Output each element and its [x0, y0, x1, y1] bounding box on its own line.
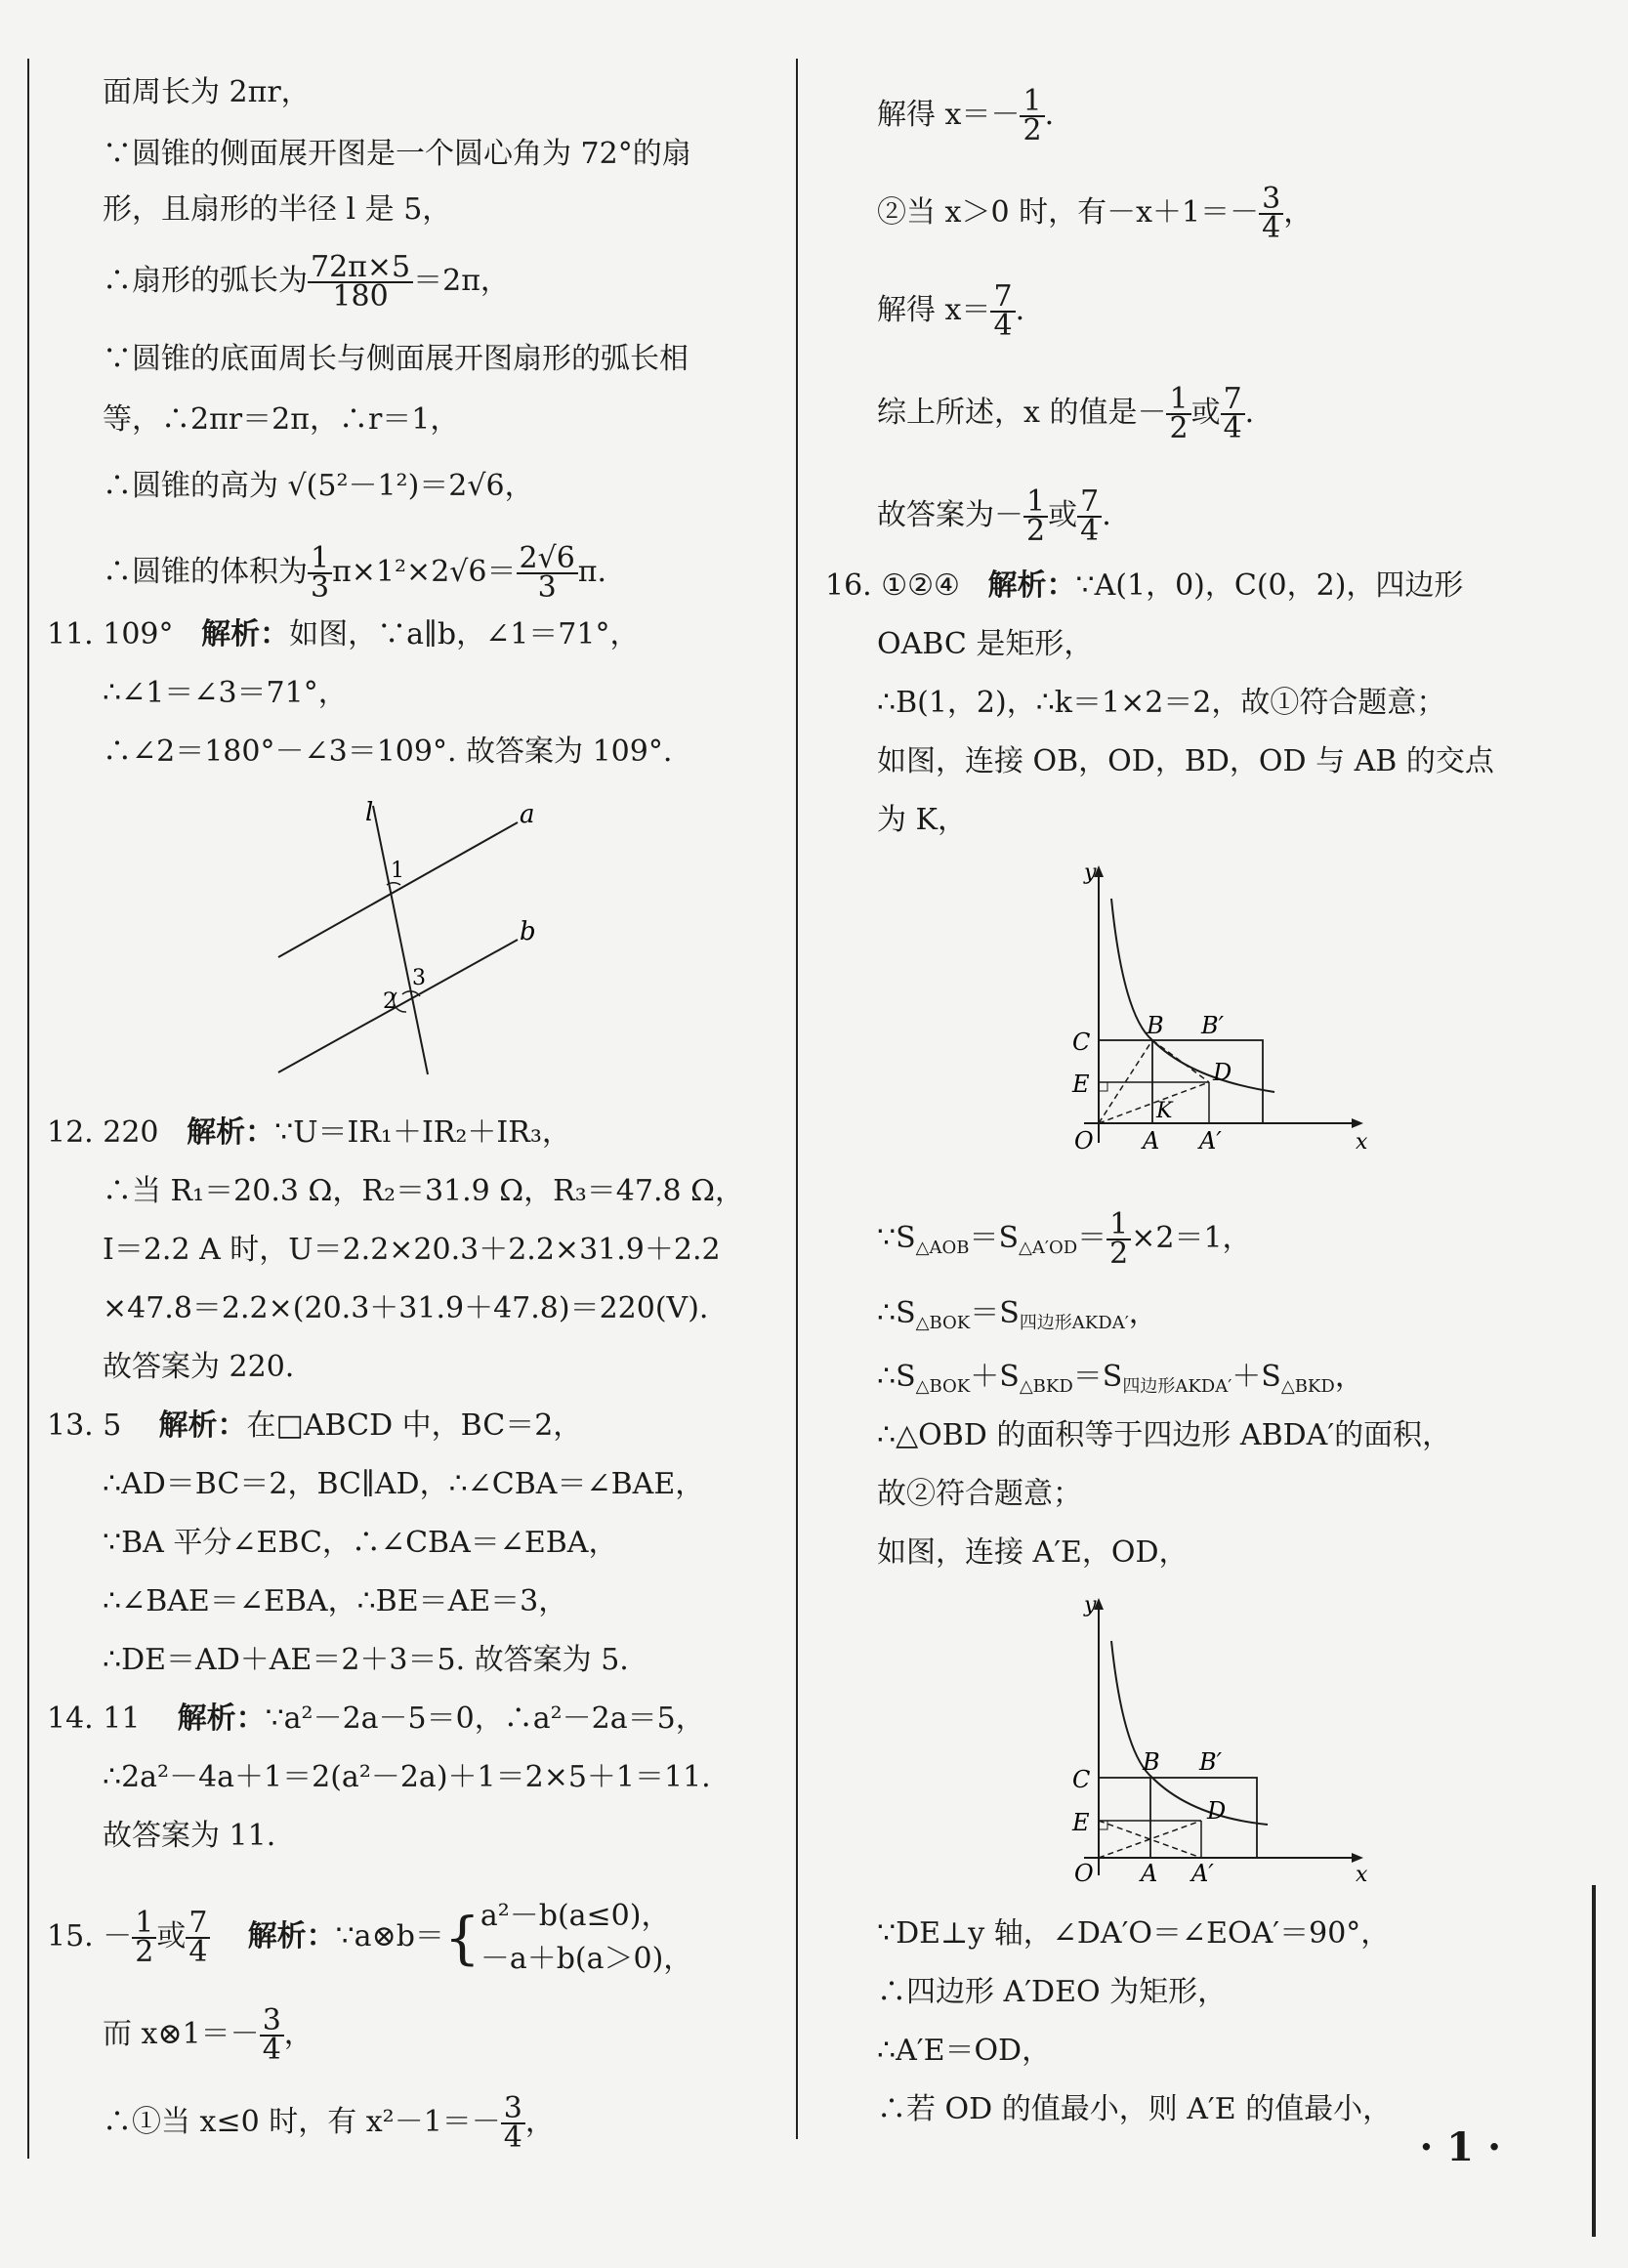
text-line: 等，∴2πr＝2π，∴r＝1，: [103, 402, 460, 437]
text-line: 故②符合题意；: [877, 1477, 1082, 1511]
answer: 15. －: [47, 1919, 133, 1953]
text: ∴S: [877, 1296, 916, 1330]
hyperbola: [1111, 1641, 1268, 1825]
text-line: [877, 279, 1025, 343]
label-B: B: [1147, 1012, 1164, 1039]
text-line: ∴当 R₁＝20.3 Ω，R₂＝31.9 Ω，R₃＝47.8 Ω，: [103, 1174, 744, 1208]
area-line-3: [877, 1358, 1364, 1407]
numerator: 72π×5: [308, 254, 413, 283]
analysis-label: 解析：: [177, 1701, 266, 1736]
label-K: K: [1156, 1099, 1173, 1123]
label-y: y: [1084, 861, 1097, 885]
numerator: 3: [501, 2095, 525, 2124]
figure-hyperbola-2: [1045, 1592, 1367, 1885]
text: .: [1102, 498, 1111, 532]
text-line: ∵DE⊥y 轴，∠DA′O＝∠EOA′＝90°，: [877, 1916, 1391, 1951]
figure-svg: [264, 801, 557, 1084]
subscript: △BKD: [1280, 1376, 1335, 1397]
x-arrow: [1352, 1118, 1363, 1128]
label-A: A: [1143, 1127, 1160, 1155]
fraction: [1077, 484, 1102, 548]
text-line: ∴△OBD 的面积等于四边形 ABDA′的面积，: [877, 1418, 1452, 1452]
denominator: 2: [135, 1935, 154, 1969]
area-line-2: [877, 1294, 1158, 1343]
label-x: x: [1356, 1130, 1367, 1155]
text: ∵A(1，0)，C(0，2)，四边形: [1075, 568, 1464, 603]
text-line: ∴A′E＝OD，: [877, 2034, 1052, 2068]
text: 故答案为－: [877, 498, 1023, 532]
text: .: [1015, 293, 1025, 327]
right-angle-mark: [1099, 1082, 1107, 1091]
fraction: [308, 541, 332, 605]
subscript: △A′OD: [1019, 1238, 1078, 1258]
text: 如图，∵a∥b，∠1＝71°，: [289, 617, 640, 651]
text-line: [877, 84, 1055, 147]
text-line: 故答案为 11.: [103, 1819, 276, 1853]
label-D: D: [1213, 1059, 1232, 1086]
figure-svg: [1045, 1592, 1367, 1885]
subscript: △BKD: [1019, 1376, 1073, 1397]
question-11: [47, 615, 639, 654]
label-1: 1: [391, 859, 404, 883]
line-od: [1099, 1082, 1209, 1123]
text: 解得 x＝－: [877, 98, 1021, 132]
text: ×2＝1，: [1131, 1221, 1252, 1255]
text: 或: [1190, 396, 1221, 430]
denominator: 4: [1223, 411, 1242, 445]
label-E: E: [1072, 1809, 1090, 1836]
text-line: ∴∠BAE＝∠EBA，∴BE＝AE＝3，: [103, 1584, 568, 1618]
text: π.: [577, 555, 607, 589]
text: ∵U＝IR₁＋IR₂＋IR₃，: [274, 1115, 571, 1150]
label-A-prime: A′: [1199, 1127, 1222, 1155]
text-line: ∴AD＝BC＝2，BC∥AD，∴∠CBA＝∠BAE，: [103, 1467, 705, 1501]
denominator: 4: [1262, 211, 1281, 245]
fraction: [260, 2003, 284, 2067]
numerator: 1: [1166, 386, 1190, 415]
text-line: OABC 是矩形，: [877, 627, 1094, 661]
fraction: [1020, 84, 1044, 147]
text: π×1²×2√6＝: [332, 555, 517, 589]
answer: 11. 109°: [47, 617, 174, 651]
numerator: 1: [1106, 1211, 1131, 1240]
numerator: 7: [990, 283, 1015, 313]
text-line: ∵圆锥的侧面展开图是一个圆心角为 72°的扇: [103, 137, 691, 171]
label-l: l: [365, 801, 374, 827]
text: 解得 x＝: [877, 293, 991, 327]
label-C: C: [1072, 1766, 1091, 1793]
fraction: [517, 541, 578, 605]
text: ，: [283, 2017, 313, 2051]
area-line-1: [877, 1207, 1252, 1271]
text-line: ∴∠2＝180°－∠3＝109°. 故答案为 109°.: [103, 735, 673, 769]
denominator: 4: [1080, 514, 1100, 548]
denominator: 2: [1169, 411, 1189, 445]
label-3: 3: [412, 966, 426, 990]
text: .: [1044, 98, 1055, 132]
denominator: 2: [1026, 514, 1046, 548]
question-16: [825, 567, 1463, 606]
text: ＋S: [1231, 1360, 1281, 1394]
text-line: ∴2a²－4a＋1＝2(a²－2a)＋1＝2×5＋1＝11.: [103, 1760, 711, 1794]
answer: 13. 5: [47, 1408, 122, 1443]
fraction: [990, 279, 1015, 343]
label-O: O: [1074, 1127, 1094, 1155]
text-line: 为 K，: [877, 803, 967, 837]
text: ，: [1128, 1296, 1158, 1330]
right-margin-rule: [1592, 1885, 1596, 2237]
text-line: ∴∠1＝∠3＝71°，: [103, 676, 348, 710]
rect-outline: [1099, 1778, 1257, 1858]
case-2: －a＋b(a＞0)，: [480, 1942, 693, 1976]
analysis-label: 解析：: [987, 568, 1076, 603]
question-15: [47, 1895, 692, 1981]
text-line: ∵圆锥的底面周长与侧面展开图扇形的弧长相: [103, 342, 689, 376]
label-x: x: [1356, 1863, 1367, 1885]
answer: 16. ①②④: [825, 568, 960, 603]
denominator: 4: [188, 1935, 208, 1969]
label-B: B: [1143, 1748, 1160, 1776]
numerator: 1: [1023, 488, 1048, 518]
label-A-prime: A′: [1191, 1860, 1214, 1885]
text: ∴扇形的弧长为: [103, 264, 308, 298]
hyperbola: [1111, 899, 1274, 1092]
line-b: [278, 940, 518, 1072]
text: ＝S: [1072, 1360, 1123, 1394]
subscript: 四边形AKDA′: [1019, 1313, 1129, 1333]
answer: 12. 220: [47, 1115, 159, 1150]
fraction: [1023, 484, 1048, 548]
text: ②当 x＞0 时，有－x＋1＝－: [877, 195, 1260, 230]
text: ＋S: [970, 1360, 1020, 1394]
text: ＝: [1077, 1221, 1107, 1255]
text-line: [877, 182, 1314, 245]
text-line: [877, 484, 1111, 548]
answer: 14. 11: [47, 1701, 141, 1736]
text-line: 如图，连接 OB，OD，BD，OD 与 AB 的交点: [877, 744, 1494, 778]
text: ∵a⊗b＝: [335, 1919, 444, 1953]
numerator: 3: [260, 2007, 284, 2037]
subscript: △BOK: [915, 1376, 971, 1397]
subscript: △BOK: [915, 1313, 971, 1333]
text-line: [877, 382, 1255, 445]
fraction: [1166, 382, 1190, 445]
label-E: E: [1072, 1071, 1090, 1098]
arc-length-line: [103, 250, 510, 314]
text: 或: [1048, 498, 1078, 532]
numerator: 1: [1020, 88, 1044, 117]
column-divider: [796, 59, 798, 2139]
text: 综上所述，x 的值是－: [877, 396, 1167, 430]
numerator: 2√6: [517, 545, 578, 574]
fraction: [308, 250, 413, 314]
figure-parallel-lines: [264, 801, 557, 1084]
subscript: 四边形AKDA′: [1122, 1376, 1232, 1397]
fraction: [186, 1906, 210, 1969]
label-a: a: [520, 801, 535, 829]
text: ＝S: [970, 1296, 1020, 1330]
text-line: ∴若 OD 的值最小，则 A′E 的值最小，: [877, 2092, 1393, 2126]
fraction: [132, 1906, 156, 1969]
denominator: 3: [311, 570, 330, 605]
text-line: ∴DE＝AD＋AE＝2＋3＝5. 故答案为 5.: [103, 1643, 629, 1677]
text-line: ∴B(1，2)，∴k＝1×2＝2，故①符合题意；: [877, 686, 1446, 720]
text-line: [103, 2091, 555, 2155]
question-13: [47, 1407, 582, 1446]
text-line: 面周长为 2πr，: [103, 75, 311, 109]
case-1: a²－b(a≤0)，: [480, 1899, 671, 1933]
numerator: 7: [1077, 488, 1102, 518]
text: ∵S: [877, 1221, 916, 1255]
text: 或: [156, 1919, 187, 1953]
denominator: 2: [1023, 113, 1042, 147]
analysis-label: 解析：: [247, 1919, 336, 1953]
numerator: 3: [1259, 186, 1283, 215]
text-line: ×47.8＝2.2×(20.3＋31.9＋47.8)＝220(V).: [103, 1291, 709, 1325]
label-C: C: [1072, 1029, 1091, 1056]
numerator: 7: [1221, 386, 1245, 415]
page-number: · 1 ·: [1419, 2124, 1501, 2170]
line-l: [373, 806, 428, 1074]
question-12: [47, 1113, 571, 1153]
analysis-label: 解析：: [187, 1115, 275, 1150]
text: ，: [524, 2105, 555, 2139]
text: ，: [1334, 1360, 1364, 1394]
text-line: 形，且扇形的半径 l 是 5，: [103, 192, 452, 227]
figure-svg: [1045, 860, 1367, 1162]
volume-line: [103, 541, 607, 605]
text-line: ∴圆锥的高为 √(5²－1²)＝2√6，: [103, 469, 534, 503]
text-line: ∴四边形 A′DEO 为矩形，: [877, 1975, 1228, 2009]
line-a: [278, 822, 518, 957]
text: ∴S: [877, 1360, 916, 1394]
label-B-prime: B′: [1201, 1012, 1225, 1039]
text: ，: [1283, 195, 1314, 230]
label-y: y: [1084, 1593, 1097, 1617]
label-B-prime: B′: [1199, 1748, 1223, 1776]
text: ∴①当 x≤0 时，有 x²－1＝－: [103, 2105, 501, 2139]
x-arrow: [1352, 1853, 1363, 1863]
fraction: [1221, 382, 1245, 445]
denominator: 180: [332, 279, 389, 314]
numerator: 1: [132, 1910, 156, 1939]
label-D: D: [1207, 1797, 1227, 1825]
numerator: 1: [308, 545, 332, 574]
left-margin-rule: [27, 59, 29, 2159]
denominator: 4: [262, 2033, 281, 2067]
fraction: [501, 2091, 525, 2155]
text: ∴圆锥的体积为: [103, 555, 308, 589]
denominator: 2: [1109, 1237, 1129, 1271]
label-O: O: [1074, 1860, 1094, 1885]
label-2: 2: [383, 989, 397, 1014]
text: ＝2π，: [413, 264, 510, 298]
fraction: [1259, 182, 1283, 245]
analysis-label: 解析：: [201, 617, 290, 651]
text-line: 故答案为 220.: [103, 1350, 295, 1384]
figure-hyperbola-1: [1045, 860, 1367, 1162]
text-line: [103, 2003, 313, 2067]
denominator: 4: [503, 2121, 522, 2155]
question-14: [47, 1700, 705, 1739]
label-b: b: [520, 917, 536, 946]
brace: {: [443, 1905, 480, 1971]
text: ∵a²－2a－5＝0，∴a²－2a＝5，: [265, 1701, 705, 1736]
fraction: [1106, 1207, 1131, 1271]
text-line: ∵BA 平分∠EBC，∴∠CBA＝∠EBA，: [103, 1526, 618, 1560]
denominator: 3: [537, 570, 557, 605]
text: ＝S: [969, 1221, 1020, 1255]
text: .: [1244, 396, 1255, 430]
analysis-label: 解析：: [158, 1408, 247, 1443]
text-line: I＝2.2 A 时，U＝2.2×20.3＋2.2×31.9＋2.2: [103, 1233, 721, 1267]
text: 而 x⊗1＝－: [103, 2017, 260, 2051]
subscript: △AOB: [915, 1238, 970, 1258]
label-A: A: [1141, 1860, 1158, 1885]
denominator: 4: [993, 309, 1013, 343]
text: 在□ABCD 中，BC＝2，: [246, 1408, 583, 1443]
text-line: 如图，连接 A′E，OD，: [877, 1535, 1189, 1570]
numerator: 7: [186, 1910, 210, 1939]
cases: [480, 1895, 692, 1981]
